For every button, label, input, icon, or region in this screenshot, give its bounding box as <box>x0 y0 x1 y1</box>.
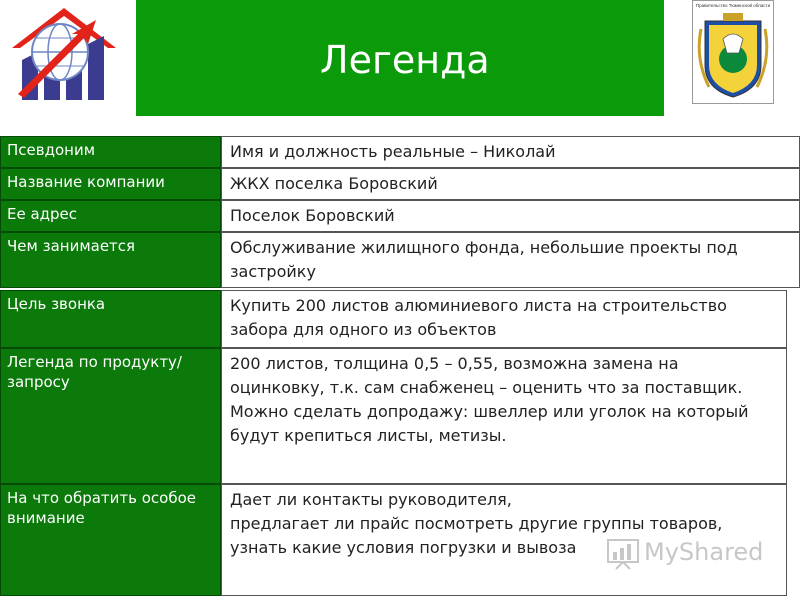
value-text: Поселок Боровский <box>230 206 395 225</box>
watermark-chart-icon <box>606 536 640 570</box>
watermark-text: MyShared <box>644 538 764 566</box>
attention-line-2: предлагает ли прайс посмотреть другие группы товаров, <box>230 514 723 533</box>
crest-caption: Правительство Тюменской области <box>695 3 771 8</box>
attention-line-3: узнать какие условия погрузки и вывоза <box>230 538 577 557</box>
value-call-goal <box>221 290 787 348</box>
value-activity <box>221 232 800 288</box>
label-call-goal <box>0 290 221 348</box>
value-text: 200 листов, толщина 0,5 – 0,55, возможна замена на оцинковку, т.к. сам снабженец – оценить что за поставщик. Можно сделать допродажу: швеллер или уголок на который будут крепиться листы, метизы. <box>230 354 749 445</box>
label-text: Название компании <box>7 173 165 191</box>
header-banner <box>136 0 664 116</box>
label-company-name <box>0 168 221 200</box>
label-text: На что обратить особое внимание <box>7 489 197 527</box>
value-text: Имя и должность реальные – Николай <box>230 142 556 161</box>
value-address <box>221 200 800 232</box>
label-activity <box>0 232 221 288</box>
label-text: Цель звонка <box>7 295 106 313</box>
label-product-legend <box>0 348 221 484</box>
value-text: Купить 200 листов алюминиевого листа на строительство забора для одного из объектов <box>230 296 727 339</box>
label-pseudonym <box>0 136 221 168</box>
label-text: Псевдоним <box>7 141 96 159</box>
company-logo <box>8 4 120 108</box>
label-address <box>0 200 221 232</box>
label-text: Чем занимается <box>7 237 136 255</box>
label-text: Ее адрес <box>7 205 78 223</box>
value-product-legend <box>221 348 787 484</box>
value-text: Обслуживание жилищного фонда, небольшие проекты под застройку <box>230 238 738 281</box>
watermark <box>606 536 786 572</box>
value-text: ЖКХ поселка Боровский <box>230 174 438 193</box>
page-title: Легенда <box>320 38 490 82</box>
value-pseudonym <box>221 136 800 168</box>
label-text: Легенда по продукту/запросу <box>7 353 182 391</box>
coat-of-arms <box>692 0 774 104</box>
attention-line-1: Дает ли контакты руководителя, <box>230 490 512 509</box>
label-attention <box>0 484 221 596</box>
value-company-name <box>221 168 800 200</box>
